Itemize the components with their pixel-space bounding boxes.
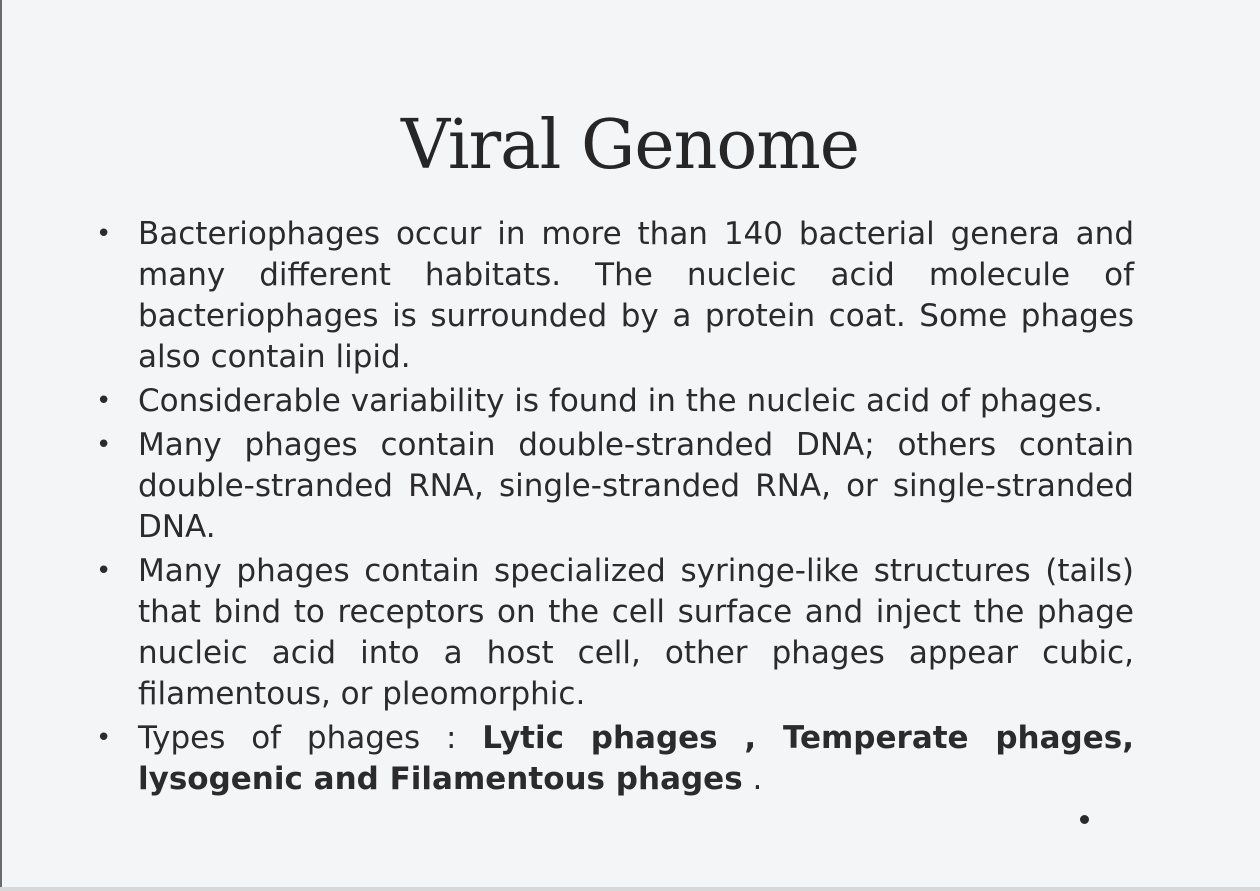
bullet-item-1 xyxy=(96,214,1134,378)
bullet-text-prefix: Types of phages : xyxy=(138,720,483,756)
slide-title: Viral Genome xyxy=(400,106,860,185)
phage-types-bold: Lytic phages , Temperate phages, lysogenic and Filamentous phages xyxy=(138,720,1134,797)
bullet-text: Considerable variability is found in the nucleic acid of phages. xyxy=(138,383,1103,419)
bullet-dot-icon: • xyxy=(96,386,112,416)
bullet-item-2 xyxy=(96,381,1134,422)
bullet-list xyxy=(96,214,1134,803)
bullet-item-3 xyxy=(96,425,1134,548)
bullet-dot-icon: • xyxy=(96,430,112,460)
bullet-item-4 xyxy=(96,551,1134,715)
bullet-dot-icon: • xyxy=(96,219,112,249)
bullet-text: Many phages contain double-stranded DNA; others contain double-stranded RNA, single-stranded RNA, or single-stranded DNA. xyxy=(138,427,1134,545)
bullet-text-suffix: . xyxy=(742,761,763,797)
bullet-text: Many phages contain specialized syringe-like structures (tails) that bind to receptors on the cell surface and inject the phage nucleic acid into a host cell, other phages appear cubic, filamentous, or pleomorphic. xyxy=(138,553,1134,712)
bullet-dot-icon: • xyxy=(96,723,112,753)
bullet-item-5 xyxy=(96,718,1134,800)
bullet-dot-icon: • xyxy=(96,556,112,586)
bullet-text: Bacteriophages occur in more than 140 bacterial genera and many different habitats. The nucleic acid molecule of bacteriophages is surrounded by a protein coat. Some phages also contain lipid. xyxy=(138,216,1134,375)
scan-dot-mark xyxy=(1080,815,1089,824)
scan-bottom-edge xyxy=(0,887,1260,891)
